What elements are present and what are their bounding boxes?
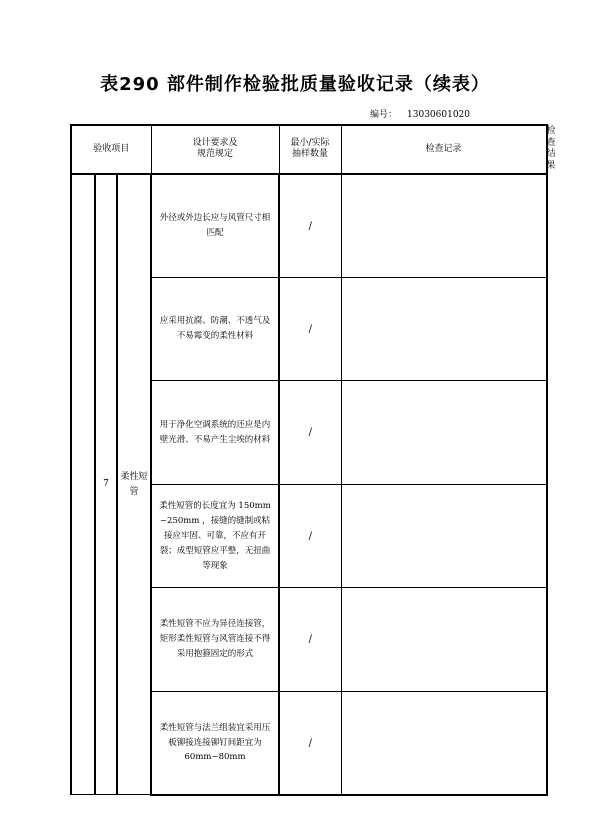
result-cell[interactable] bbox=[546, 485, 547, 588]
requirement-cell: 柔性短管与法兰组装宜采用压板铆接连接铆钉间距宜为 60mm~80mm bbox=[151, 692, 279, 795]
header-record: 检查记录 bbox=[341, 125, 546, 174]
header-result-line2: 结果 bbox=[546, 149, 556, 172]
sample-cell: / bbox=[279, 381, 341, 485]
header-requirement bbox=[151, 125, 279, 174]
header-sample-line1: 最小/实际 bbox=[290, 137, 330, 148]
requirement-cell: 外径或外边长应与风管尺寸相匹配 bbox=[151, 174, 279, 278]
result-cell[interactable] bbox=[546, 381, 547, 485]
item-name-line2: 管 bbox=[129, 486, 139, 497]
record-cell[interactable] bbox=[341, 381, 546, 485]
record-code bbox=[370, 107, 470, 120]
item-name bbox=[117, 174, 151, 795]
record-cell[interactable] bbox=[341, 174, 546, 278]
requirement-cell: 用于净化空调系统的还应是内壁光滑、不易产生尘埃的材料 bbox=[151, 381, 279, 485]
row-gap-cell bbox=[71, 174, 95, 795]
header-result-line1: 检查 bbox=[546, 126, 556, 148]
record-cell[interactable] bbox=[341, 485, 546, 588]
record-cell[interactable] bbox=[341, 278, 546, 381]
item-name-line1: 柔性短 bbox=[120, 472, 148, 483]
inspection-table bbox=[70, 124, 556, 796]
sample-cell: / bbox=[279, 588, 341, 692]
header-sample bbox=[279, 125, 341, 174]
requirement-cell: 柔性短管不应为异径连接管，矩形柔性短管与风管连接不得采用抱箍固定的形式 bbox=[151, 588, 279, 692]
requirement-cell: 应采用抗腐、防潮、不透气及不易霉变的柔性材料 bbox=[151, 278, 279, 381]
page-title: 表290 部件制作检验批质量验收记录（续表） bbox=[100, 74, 490, 95]
record-code-value: 13030601020 bbox=[407, 110, 471, 120]
header-requirement-line2: 规范规定 bbox=[197, 149, 234, 160]
sample-cell: / bbox=[279, 174, 341, 278]
header-result bbox=[546, 125, 556, 174]
record-code-label: 编号： bbox=[370, 110, 398, 120]
table-header-row bbox=[71, 125, 547, 174]
result-cell[interactable] bbox=[546, 278, 547, 381]
table-row bbox=[71, 174, 547, 278]
record-cell[interactable] bbox=[341, 692, 546, 795]
record-cell[interactable] bbox=[341, 588, 546, 692]
sample-cell: / bbox=[279, 485, 341, 588]
result-cell[interactable] bbox=[546, 692, 547, 795]
header-requirement-line1: 设计要求及 bbox=[192, 137, 238, 148]
header-sample-line2: 抽样数量 bbox=[292, 149, 329, 160]
result-cell[interactable] bbox=[546, 174, 547, 278]
result-cell[interactable] bbox=[546, 588, 547, 692]
header-item: 验收项目 bbox=[71, 125, 151, 174]
item-number: 7 bbox=[95, 174, 117, 795]
sample-cell: / bbox=[279, 278, 341, 381]
requirement-cell: 柔性短管的长度宜为 150mm ~250mm ，接缝的缝制或粘接应牢固、可靠，不应有开裂；成型短管应平整，无扭曲等现象 bbox=[151, 485, 279, 588]
sample-cell: / bbox=[279, 692, 341, 795]
